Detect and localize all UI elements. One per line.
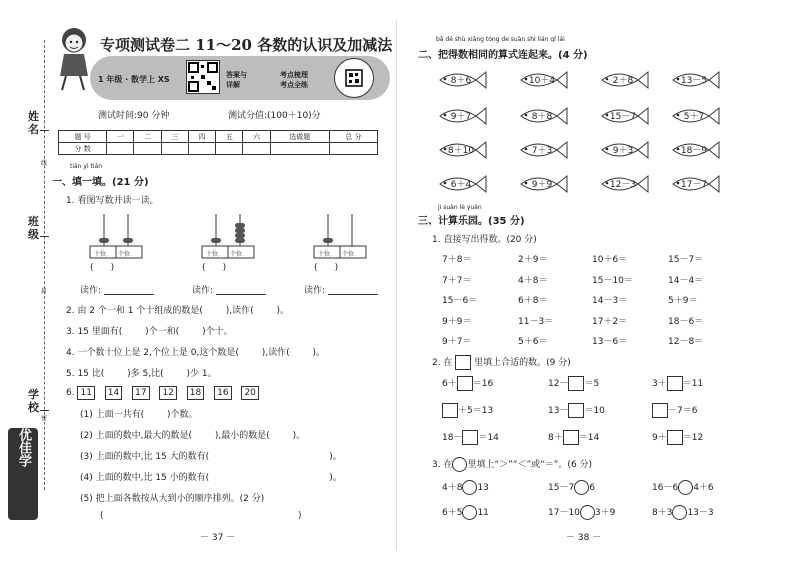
compare-left: 17－10 [548, 508, 580, 518]
fish-card[interactable] [665, 172, 721, 196]
abacus-2-answer[interactable]: ( ) [202, 263, 227, 273]
line-mark: 线 [41, 160, 48, 167]
fish-card[interactable] [665, 104, 721, 128]
sec3-pinyin: jì suàn lè yuán [438, 204, 482, 211]
fish-expression: 17－7 [680, 180, 708, 190]
compare-circle[interactable] [678, 480, 693, 495]
page-divider [396, 20, 397, 550]
answer-box[interactable] [568, 376, 584, 391]
compare-circle[interactable] [672, 505, 687, 520]
sec2-pinyin: bǎ dé shù xiāng tóng de suàn shì lián qǐ lái [436, 36, 565, 43]
binding-line [44, 40, 45, 490]
fish-card[interactable] [513, 104, 569, 128]
test-score: 测试分值:(100＋10)分 [228, 111, 321, 121]
compare-left: 4＋8 [442, 483, 463, 493]
q6-num: 12 [159, 386, 176, 400]
fish-card[interactable] [432, 104, 488, 128]
compare-left: 15－7 [548, 483, 575, 493]
calc-item[interactable]: 12－8＝ [668, 337, 704, 347]
score-table-header [59, 131, 378, 143]
calc-item[interactable]: 7＋8＝ [442, 255, 472, 265]
brand-logo [8, 428, 38, 520]
compare-item [548, 505, 615, 520]
points-label: 考点梳理 考点全练 [280, 71, 308, 89]
q6-num: 18 [187, 386, 204, 400]
score-header-cell: 总 分 [329, 131, 377, 143]
q6-num: 11 [77, 386, 94, 400]
score-header-cell: 三 [161, 131, 188, 143]
compare-circle[interactable] [580, 505, 595, 520]
fill-item [652, 376, 703, 391]
score-table [58, 130, 378, 155]
score-row-label: 分 数 [59, 143, 107, 155]
r-q2-text: 2. 在 里填上合适的数。(9 分) [432, 355, 571, 370]
fish-expression: 6＋4 [450, 180, 472, 190]
page-number-37: － 37 － [200, 533, 236, 543]
fill-item [442, 403, 493, 418]
name-underline [40, 130, 49, 131]
q6b-text: (2) 上面的数中,最大的数是( ),最小的数是( )。 [80, 431, 306, 441]
q6-num: 20 [241, 386, 258, 400]
q2-text: 2. 由 2 个一和 1 个十组成的数是( ),读作( )。 [66, 306, 290, 316]
calc-item[interactable]: 15－7＝ [668, 255, 704, 265]
qr-code-answer[interactable] [186, 60, 220, 94]
score-cell[interactable] [270, 143, 329, 155]
answer-box[interactable] [462, 430, 478, 445]
fish-card[interactable] [432, 138, 488, 162]
q6a-text: (1) 上面一共有( )个数。 [80, 410, 198, 420]
abacus-1-answer[interactable]: ( ) [90, 263, 115, 273]
fill-item [442, 430, 499, 445]
fish-expression: 2＋8 [612, 76, 634, 86]
fish-card[interactable] [594, 172, 650, 196]
q6-label: 6. [66, 388, 75, 398]
circle-icon [452, 457, 467, 472]
compare-item [442, 505, 489, 520]
score-cell[interactable] [161, 143, 188, 155]
fish-card[interactable] [594, 104, 650, 128]
abacus-2-tens-label: 十位 [206, 251, 219, 258]
calc-item[interactable]: 13－6＝ [592, 337, 628, 347]
score-header-cell: 选做题 [270, 131, 329, 143]
q6c-text: (3) 上面的数中,比 15 大的数有( )。 [80, 452, 342, 462]
qr-code-points[interactable] [334, 58, 374, 98]
abacus-3-tens-label: 十位 [318, 251, 331, 258]
class-label: 班级 [28, 215, 39, 241]
calc-item[interactable]: 5＋6＝ [518, 337, 548, 347]
fill-right: ＝5 [584, 379, 600, 389]
page-number-38: － 38 － [566, 533, 602, 543]
q6d-text: (4) 上面的数中,比 15 小的数有( )。 [80, 473, 342, 483]
fill-left: 3＋ [652, 379, 667, 389]
fill-left: 18－ [442, 433, 463, 443]
fish-expression: 18－9 [680, 146, 708, 156]
fish-card[interactable] [594, 138, 650, 162]
calc-item[interactable]: 5＋9＝ [668, 296, 698, 306]
abacus-3-answer[interactable]: ( ) [314, 263, 339, 273]
q4-text: 4. 一个数十位上是 2,个位上是 0,这个数是( ),读作( )。 [66, 348, 326, 358]
sec3-title: 三、计算乐园。(35 分) [418, 216, 525, 227]
square-icon [455, 355, 471, 370]
fill-right: ＝10 [584, 406, 605, 416]
score-header-cell: 二 [134, 131, 161, 143]
secret-mark: 密 [41, 415, 48, 422]
fish-card[interactable] [594, 68, 650, 92]
fill-left: 8＋ [548, 433, 563, 443]
score-header-cell: 五 [216, 131, 243, 143]
fish-card[interactable] [513, 68, 569, 92]
compare-right: 11 [477, 508, 489, 518]
r-q1-text: 1. 直接写出得数。(20 分) [432, 235, 537, 245]
fish-card[interactable] [432, 172, 488, 196]
seal-mark: 封 [41, 288, 48, 295]
q6-number-row [66, 386, 266, 400]
score-cell[interactable] [216, 143, 243, 155]
calc-item[interactable]: 2＋9＝ [518, 255, 548, 265]
answer-box[interactable] [563, 430, 579, 445]
answer-box[interactable] [568, 403, 584, 418]
score-cell[interactable] [329, 143, 377, 155]
fish-card[interactable] [665, 138, 721, 162]
fish-card[interactable] [432, 68, 488, 92]
brand-logo-text: 优佳学 [16, 428, 31, 467]
calc-item[interactable]: 17＋2＝ [592, 316, 628, 327]
score-header-cell: 题 号 [59, 131, 107, 143]
q1-text: 1. 看图写数并读一读。 [66, 196, 159, 206]
compare-circle[interactable] [462, 505, 477, 520]
calc-item[interactable]: 9＋9＝ [442, 316, 472, 327]
compare-right: 13 [477, 483, 489, 493]
answer-box[interactable] [442, 403, 458, 418]
compare-circle[interactable] [574, 480, 589, 495]
fish-expression: 13－5 [680, 76, 708, 86]
fill-left: 6＋ [442, 379, 457, 389]
fish-expression: 10＋4 [528, 76, 556, 86]
compare-right: 4＋6 [693, 483, 714, 493]
compare-circle[interactable] [462, 480, 477, 495]
score-cell[interactable] [107, 143, 134, 155]
fish-card[interactable] [665, 68, 721, 92]
fill-right: ＋5＝13 [458, 406, 494, 416]
fill-right: ＝14 [578, 433, 600, 443]
fish-expression: 15－7 [609, 112, 637, 122]
q6-num: 17 [132, 386, 149, 400]
fish-expression: 9＋7 [450, 112, 472, 122]
school-underline [40, 410, 49, 411]
name-label: 姓名 [28, 110, 39, 136]
calc-item[interactable]: 14－4＝ [668, 275, 704, 286]
r-q3-text: 3. 在 里填上“＞”“＜”或“＝”。(6 分) [432, 457, 592, 472]
answer-box[interactable] [667, 430, 683, 445]
compare-item [652, 480, 714, 495]
compare-left: 6＋5 [442, 508, 463, 518]
fill-right: ＝11 [682, 379, 704, 389]
fish-expression: 8＋8 [531, 112, 553, 122]
calc-item[interactable]: 6＋8＝ [518, 296, 548, 306]
fill-left: 9＋ [652, 433, 667, 443]
q6-num: 14 [105, 386, 122, 400]
fill-right: ＝12 [682, 433, 704, 443]
compare-left: 16－6 [652, 483, 679, 493]
compare-item [652, 505, 714, 520]
fill-right: ＝16 [472, 379, 494, 389]
sec1-pinyin: tián yì tián [70, 163, 103, 170]
fish-expression: 9＋9 [531, 180, 553, 190]
calc-item[interactable]: 9＋7＝ [442, 337, 472, 347]
fill-item [548, 403, 605, 418]
calc-item[interactable]: 15－6＝ [442, 296, 478, 306]
fill-item [442, 376, 493, 391]
compare-right: 13－3 [687, 508, 714, 518]
sec1-title: 一、填一填。(21 分) [52, 177, 149, 188]
test-time: 测试时间:90 分钟 [98, 111, 170, 121]
fill-right: －7＝6 [668, 406, 698, 416]
fill-right: ＝14 [478, 433, 499, 443]
answer-label: 答案与 详解 [226, 71, 247, 89]
fish-expression: 8＋10 [447, 146, 475, 156]
abacus-1-tens-label: 十位 [94, 251, 107, 258]
abacus-3-read-line[interactable] [328, 294, 378, 295]
calc-item[interactable]: 15－10＝ [592, 275, 633, 286]
compare-right: 3＋9 [594, 508, 616, 518]
abacus-2-ones-label: 个位 [230, 251, 243, 258]
fill-item [548, 376, 599, 391]
fish-card[interactable] [513, 172, 569, 196]
abacus-2-read-line[interactable] [216, 294, 266, 295]
calc-item[interactable]: 18－6＝ [668, 316, 704, 327]
fish-expression: 8＋6 [450, 76, 472, 86]
q3-text: 3. 15 里面有( )个一和( )个十。 [66, 327, 233, 337]
fill-item [652, 403, 697, 418]
fish-expression: 7＋3 [531, 146, 553, 156]
answer-box[interactable] [667, 376, 683, 391]
sec2-title: 二、把得数相同的算式连起来。(4 分) [418, 50, 588, 61]
compare-item [442, 480, 489, 495]
grade-label: 1 年级 · 数学上 XS [98, 75, 170, 84]
q6e-text: (5) 把上面各数按从大到小的顺序排列。(2 分) [80, 494, 265, 504]
score-header-cell: 四 [188, 131, 215, 143]
fish-expression: 5＋7 [683, 112, 705, 122]
answer-box[interactable] [457, 376, 473, 391]
q5-text: 5. 15 比( )多 5,比( )少 1。 [66, 369, 217, 379]
test-title: 专项测试卷二 11～20 各数的认识及加减法 [100, 36, 393, 54]
abacus-3-ones-label: 个位 [342, 251, 355, 258]
abacus-1-read-label: 读作: [80, 286, 102, 296]
score-header-cell: 六 [243, 131, 270, 143]
school-label: 学校 [28, 388, 39, 414]
score-cell[interactable] [134, 143, 161, 155]
class-underline [40, 236, 49, 237]
score-table-row [59, 143, 378, 155]
score-cell[interactable] [243, 143, 270, 155]
fill-left: 12－ [548, 379, 569, 389]
calc-item[interactable]: 7＋7＝ [442, 275, 472, 286]
abacus-1-ones-label: 个位 [118, 251, 131, 258]
calc-item[interactable]: 10＋6＝ [592, 255, 628, 265]
fill-item [548, 430, 599, 445]
score-header-cell: 一 [107, 131, 134, 143]
calc-item[interactable]: 11－3＝ [518, 316, 554, 327]
fill-left: 13－ [548, 406, 569, 416]
fish-expression: 9＋3 [612, 146, 634, 156]
score-cell[interactable] [188, 143, 215, 155]
compare-right: 6 [589, 483, 595, 493]
fish-card[interactable] [513, 138, 569, 162]
q6-num: 16 [214, 386, 231, 400]
abacus-2-read-label: 读作: [192, 286, 214, 296]
calc-item[interactable]: 4＋8＝ [518, 275, 548, 286]
abacus-1-read-line[interactable] [104, 294, 154, 295]
abacus-3-read-label: 读作: [304, 286, 326, 296]
fish-expression: 12－3 [609, 180, 637, 190]
compare-item [548, 480, 595, 495]
q6e-answer[interactable]: ( ) [100, 511, 302, 521]
answer-box[interactable] [652, 403, 668, 418]
calc-item[interactable]: 14－3＝ [592, 296, 628, 306]
fill-item [652, 430, 703, 445]
compare-left: 8＋3 [652, 508, 673, 518]
